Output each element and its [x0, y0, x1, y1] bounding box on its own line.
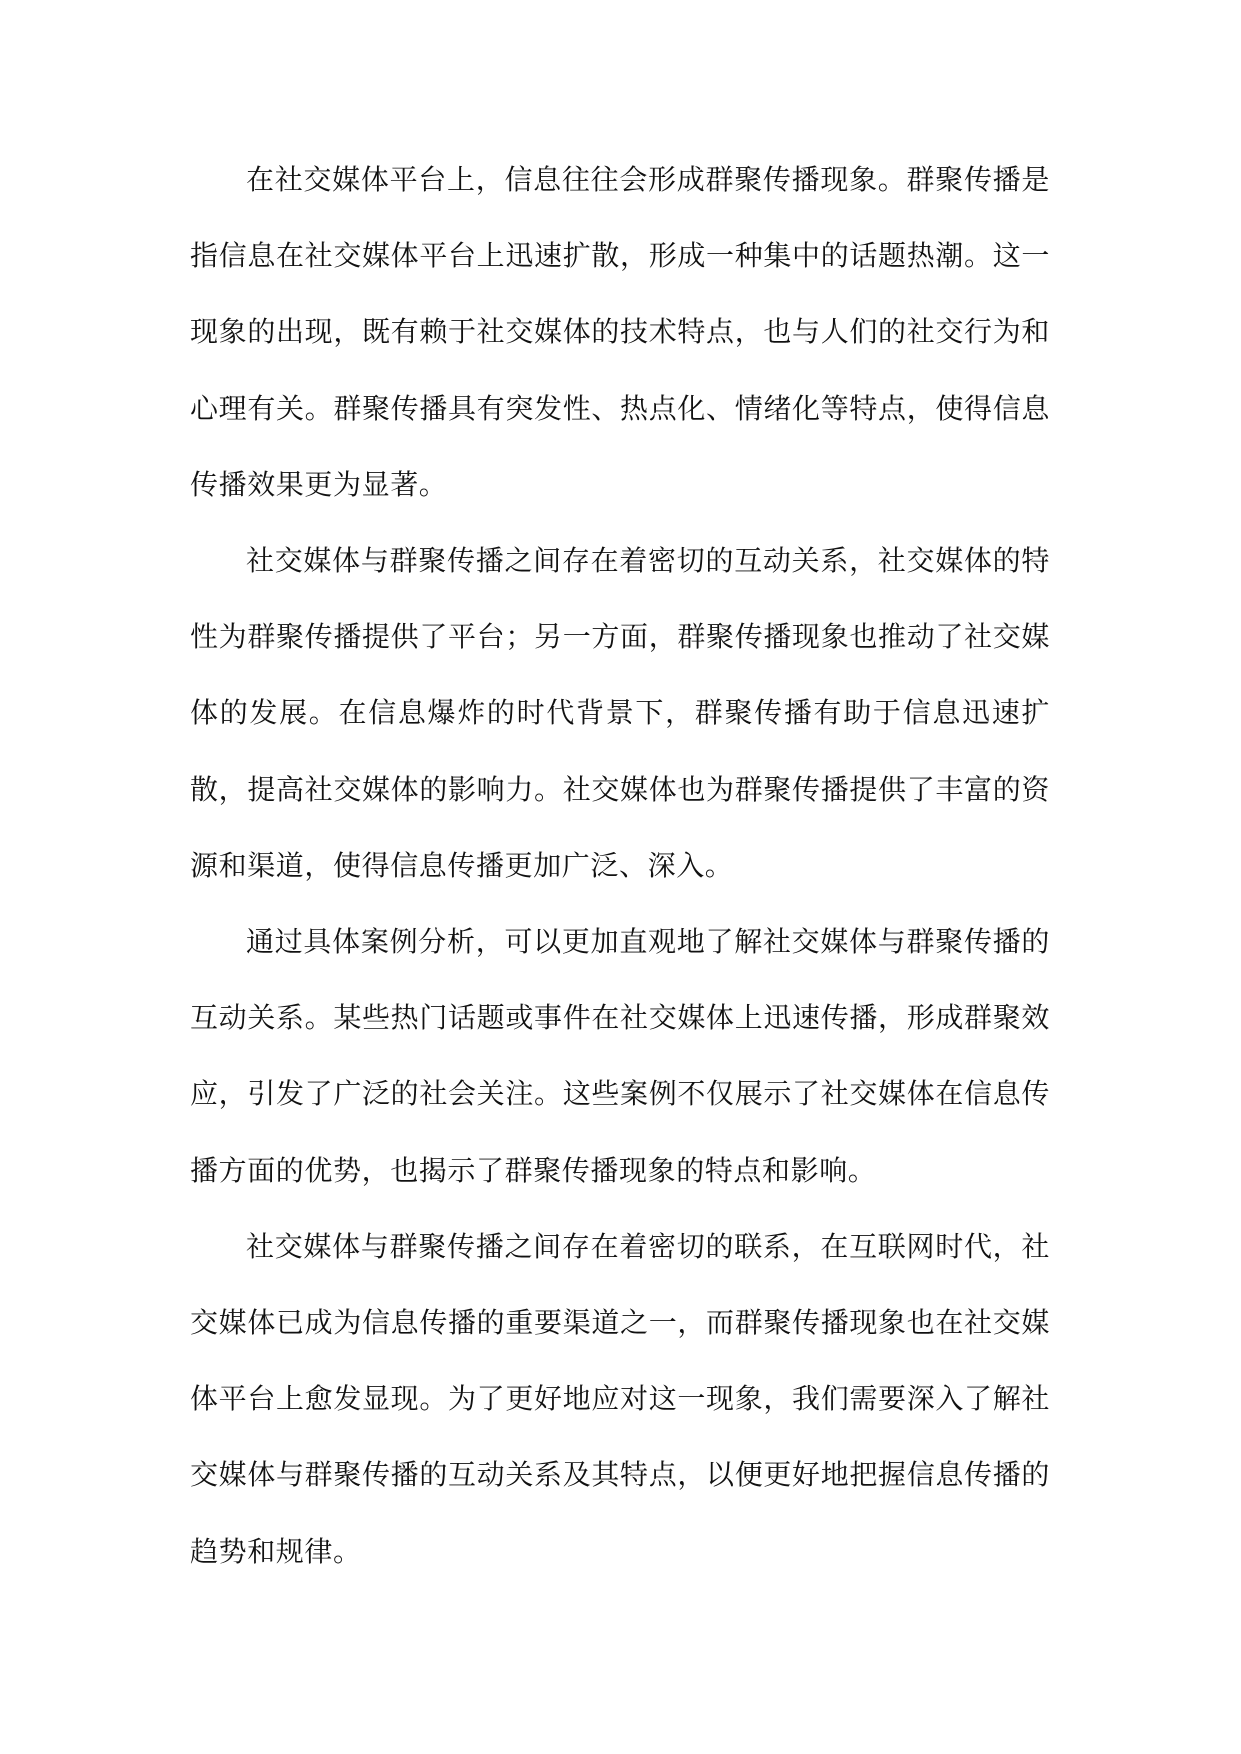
- paragraph-3: 通过具体案例分析，可以更加直观地了解社交媒体与群聚传播的互动关系。某些热门话题或事件在社交媒体上迅速传播，形成群聚效应，引发了广泛的社会关注。这些案例不仅展示了社交媒体在信息传播方面的优势，也揭示了群聚传播现象的特点和影响。: [190, 925, 1050, 1187]
- paragraph-4: 社交媒体与群聚传播之间存在着密切的联系，在互联网时代，社交媒体已成为信息传播的重要渠道之一，而群聚传播现象也在社交媒体平台上愈发显现。为了更好地应对这一现象，我们需要深入了解社交媒体与群聚传播的互动关系及其特点，以便更好地把握信息传播的趋势和规律。: [190, 1229, 1050, 1568]
- paragraph-1: 在社交媒体平台上，信息往往会形成群聚传播现象。群聚传播是指信息在社交媒体平台上迅速扩散，形成一种集中的话题热潮。这一现象的出现，既有赖于社交媒体的技术特点，也与人们的社交行为和心理有关。群聚传播具有突发性、热点化、情绪化等特点，使得信息传播效果更为显著。: [190, 163, 1050, 501]
- paragraph-2: 社交媒体与群聚传播之间存在着密切的互动关系，社交媒体的特性为群聚传播提供了平台；另一方面，群聚传播现象也推动了社交媒体的发展。在信息爆炸的时代背景下，群聚传播有助于信息迅速扩散，提高社交媒体的影响力。社交媒体也为群聚传播提供了丰富的资源和渠道，使得信息传播更加广泛、深入。: [190, 544, 1050, 882]
- document-body: [190, 142, 1050, 1590]
